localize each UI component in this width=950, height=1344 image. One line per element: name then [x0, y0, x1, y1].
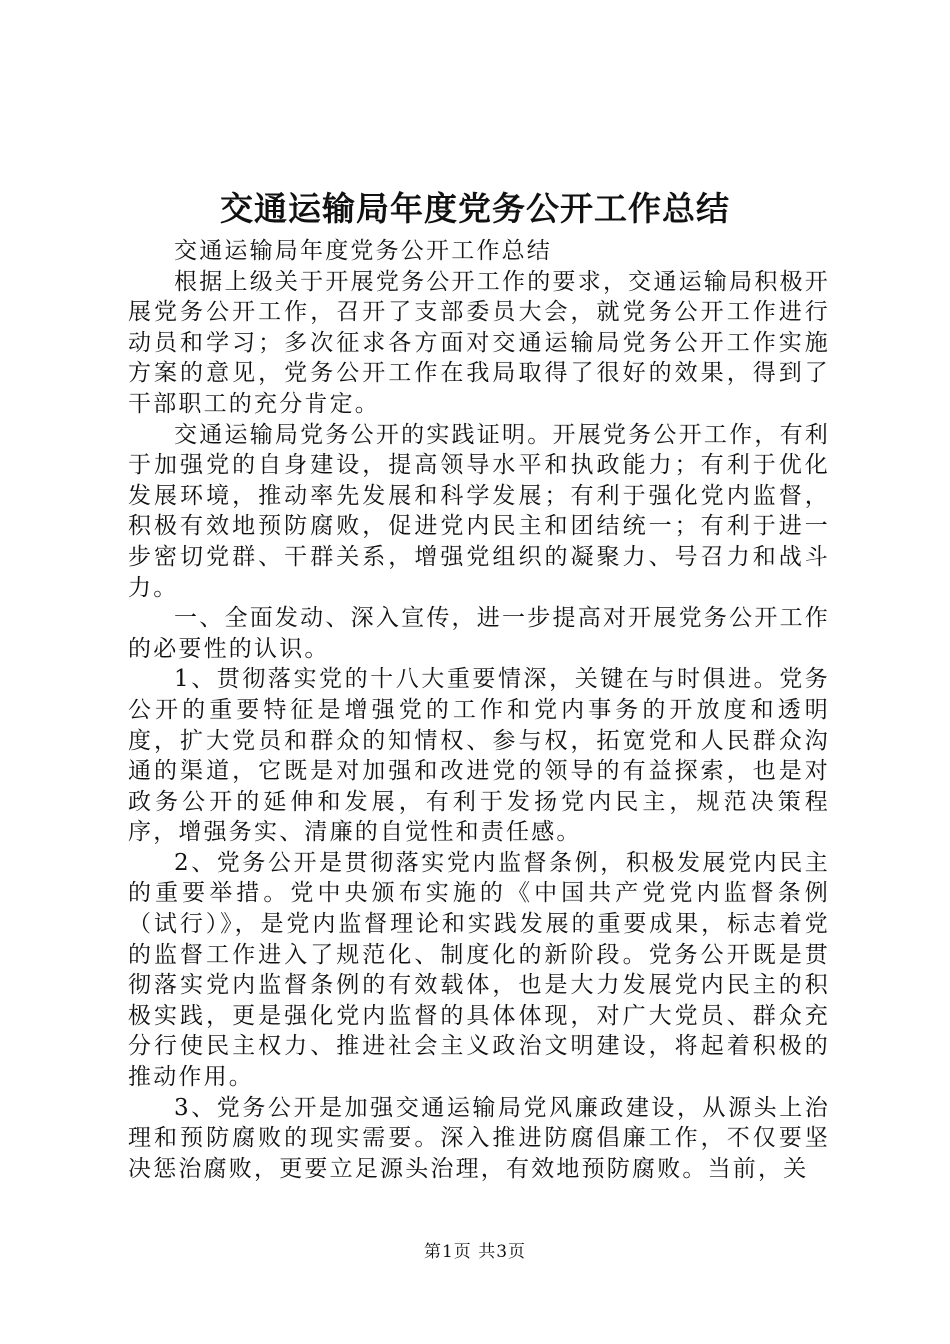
- page-footer: 第1页 共3页: [423, 1242, 527, 1262]
- body-paragraph: 2、党务公开是贯彻落实党内监督条例，积极发展党内民主的重要举措。党中央颁布实施的《中国共产党党内监督条例（试行）》，是党内监督理论和实践发展的重要成果，标志着党的监督工作进入了规范化、制度化的新阶段。党务公开既是贯彻落实党内监督条例的有效载体，也是大力发展党内民主的积极实践，更是强化党内监督的具体体现，对广大党员、群众充分行使民主权力、推进社会主义政治文明建设，将起着积极的推动作用。: [128, 849, 830, 1091]
- document-title: 交通运输局年度党务公开工作总结: [220, 189, 730, 228]
- body-paragraph: 交通运输局党务公开的实践证明。开展党务公开工作，有利于加强党的自身建设，提高领导水平和执政能力；有利于优化发展环境，推动率先发展和科学发展；有利于强化党内监督，积极有效地预防腐败，促进党内民主和团结统一；有利于进一步密切党群、干群关系，增强党组织的凝聚力、号召力和战斗力。: [128, 421, 830, 601]
- subtitle-paragraph: 交通运输局年度党务公开工作总结: [174, 238, 552, 264]
- section-heading: 一、全面发动、深入宣传，进一步提高对开展党务公开工作的必要性的认识。: [128, 605, 830, 662]
- document-body: [128, 236, 830, 1184]
- body-paragraph: 1、贯彻落实党的十八大重要情深，关键在与时俱进。党务公开的重要特征是增强党的工作和党内事务的开放度和透明度，扩大党员和群众的知情权、参与权，拓宽党和人民群众沟通的渠道，它既是对加强和改进党的领导的有益探索，也是对政务公开的延伸和发展，有利于发扬党内民主，规范决策程序，增强务实、清廉的自觉性和责任感。: [128, 666, 830, 846]
- body-paragraph: 根据上级关于开展党务公开工作的要求，交通运输局积极开展党务公开工作，召开了支部委员大会，就党务公开工作进行动员和学习；多次征求各方面对交通运输局党务公开工作实施方案的意见，党务公开工作在我局取得了很好的效果，得到了干部职工的充分肯定。: [128, 268, 830, 417]
- body-paragraph: 3、党务公开是加强交通运输局党风廉政建设，从源头上治理和预防腐败的现实需要。深入推进防腐倡廉工作，不仅要坚决惩治腐败，更要立足源头治理，有效地预防腐败。当前，关: [128, 1094, 830, 1182]
